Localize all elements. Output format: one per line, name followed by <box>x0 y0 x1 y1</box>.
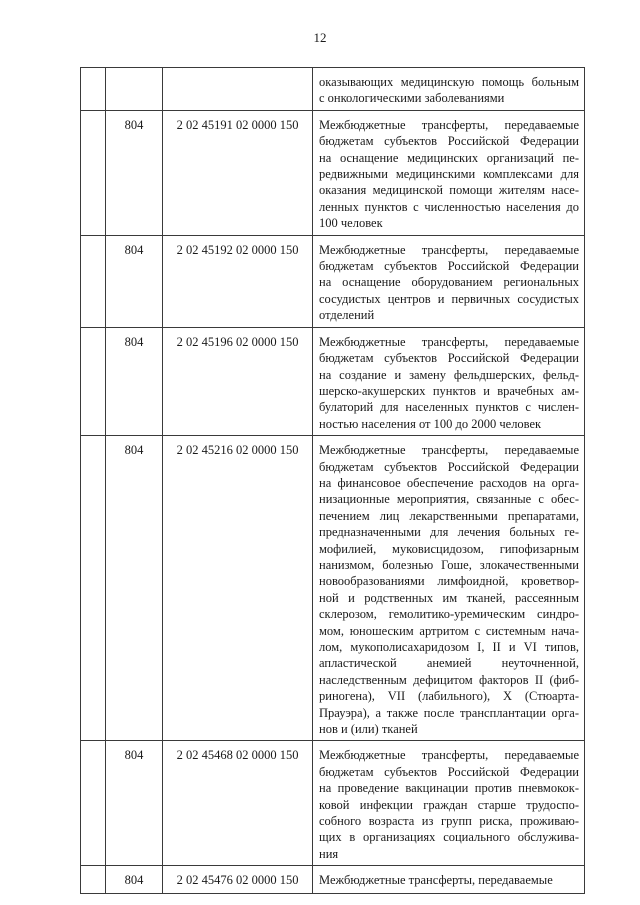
blank-cell <box>81 110 106 235</box>
description-cell <box>313 866 585 894</box>
description-line: нов и (или) тканей <box>319 722 418 737</box>
description-line: на финансовое обеспечение расходов на орга- <box>319 475 579 490</box>
description-line: шерско-акушерских пунктов и врачебных ам- <box>319 383 579 398</box>
description-line: щих в организациях социального обслужива- <box>319 830 579 845</box>
description-line: ной и родственных им тканей, рассеянным <box>319 590 579 605</box>
admin-code-cell: 804 <box>106 327 163 435</box>
description-line: предназначенными для лечения больных ге- <box>319 525 579 540</box>
description-line: бюджетам субъектов Российской Федерации <box>319 459 579 474</box>
blank-cell <box>81 68 106 111</box>
description-line: риногена), VII (лабильного), X (Стюарта- <box>319 689 579 704</box>
description-line: на создание и замену фельдшерских, фельд- <box>319 367 579 382</box>
description-cell <box>313 68 585 111</box>
description-line: низационные мероприятия, связанные с обес- <box>319 492 579 507</box>
description-line: Межбюджетные трансферты, передаваемые <box>319 334 579 349</box>
table-row <box>81 436 585 741</box>
description-line: бюджетам субъектов Российской Федерации <box>319 764 579 779</box>
description-line: с онкологическими заболеваниями <box>319 91 505 106</box>
description-line: Прауэра), а также после трансплантации орга- <box>319 705 579 720</box>
table-row <box>81 110 585 235</box>
admin-code-cell: 804 <box>106 235 163 327</box>
blank-cell <box>81 235 106 327</box>
description-line: ния <box>319 846 339 861</box>
blank-cell <box>81 327 106 435</box>
description-line: ностью населения от 100 до 2000 человек <box>319 416 542 431</box>
description-line: собного возраста из групп риска, проживаю- <box>319 814 579 829</box>
blank-cell <box>81 866 106 894</box>
description-cell <box>313 235 585 327</box>
table-row <box>81 235 585 327</box>
admin-code-cell: 804 <box>106 436 163 741</box>
table-row <box>81 866 585 894</box>
description-line: бюджетам субъектов Российской Федерации <box>319 351 579 366</box>
description-line: оказания медицинской помощи жителям насе- <box>319 183 579 198</box>
description-line: ленных пунктов с численностью населения до <box>319 199 579 214</box>
table-row <box>81 327 585 435</box>
description-line: Межбюджетные трансферты, передаваемые <box>319 873 553 888</box>
description-cell <box>313 436 585 741</box>
description-line: Межбюджетные трансферты, передаваемые <box>319 117 579 132</box>
blank-cell <box>81 741 106 866</box>
budget-classification-table <box>80 67 585 894</box>
description-line: Межбюджетные трансферты, передаваемые <box>319 443 579 458</box>
budget-code-cell: 2 02 45191 02 0000 150 <box>163 110 313 235</box>
description-line: на оснащение медицинских организаций пе- <box>319 150 579 165</box>
description-line: оказывающих медицинскую помощь больным <box>319 75 579 89</box>
table-row <box>81 741 585 866</box>
description-line: склерозом, гемолитико-уремическим синдро- <box>319 607 579 622</box>
budget-code-cell: 2 02 45216 02 0000 150 <box>163 436 313 741</box>
description-cell <box>313 741 585 866</box>
description-line: отделений <box>319 308 375 323</box>
budget-code-cell: 2 02 45476 02 0000 150 <box>163 866 313 894</box>
description-line: мом, юношеским артритом с системным нача- <box>319 623 579 638</box>
description-line: бюджетам субъектов Российской Федерации <box>319 134 579 149</box>
description-line: Межбюджетные трансферты, передаваемые <box>319 242 579 257</box>
description-line: наследственным дефицитом факторов II (фиб- <box>319 672 579 687</box>
description-line: новообразованиями лимфоидной, кроветвор- <box>319 574 579 589</box>
description-line: нанизмом, болезнью Гоше, злокачественными <box>319 557 579 572</box>
description-line: бюджетам субъектов Российской Федерации <box>319 259 579 274</box>
description-line: Межбюджетные трансферты, передаваемые <box>319 748 579 763</box>
description-cell <box>313 110 585 235</box>
budget-code-cell: 2 02 45196 02 0000 150 <box>163 327 313 435</box>
admin-code-cell: 804 <box>106 866 163 894</box>
admin-code-cell: 804 <box>106 110 163 235</box>
budget-code-cell <box>163 68 313 111</box>
description-line: мофилией, муковисцидозом, гипофизарным <box>319 541 579 556</box>
blank-cell <box>81 436 106 741</box>
table-row <box>81 68 585 111</box>
description-line: на оснащение оборудованием региональных <box>319 275 579 290</box>
budget-code-cell: 2 02 45468 02 0000 150 <box>163 741 313 866</box>
admin-code-cell <box>106 68 163 111</box>
description-line: печением лиц лекарственными препаратами, <box>319 508 579 523</box>
admin-code-cell: 804 <box>106 741 163 866</box>
page-number: 12 <box>313 30 327 45</box>
description-cell <box>313 327 585 435</box>
budget-code-cell: 2 02 45192 02 0000 150 <box>163 235 313 327</box>
description-line: апластической анемией неуточненной, <box>319 656 579 671</box>
description-line: ковой инфекции граждан старше трудоспо- <box>319 797 579 812</box>
description-line: на проведение вакцинации против пневмокок- <box>319 781 579 796</box>
description-line: 100 человек <box>319 216 383 231</box>
description-line: сосудистых центров и первичных сосудистых <box>319 291 579 306</box>
description-line: редвижными медицинскими комплексами для <box>319 167 579 182</box>
description-line: лом, мукополисахаридозом I, II и VI типов, <box>319 640 579 654</box>
description-line: булаторий для населенных пунктов с числен- <box>319 400 579 415</box>
